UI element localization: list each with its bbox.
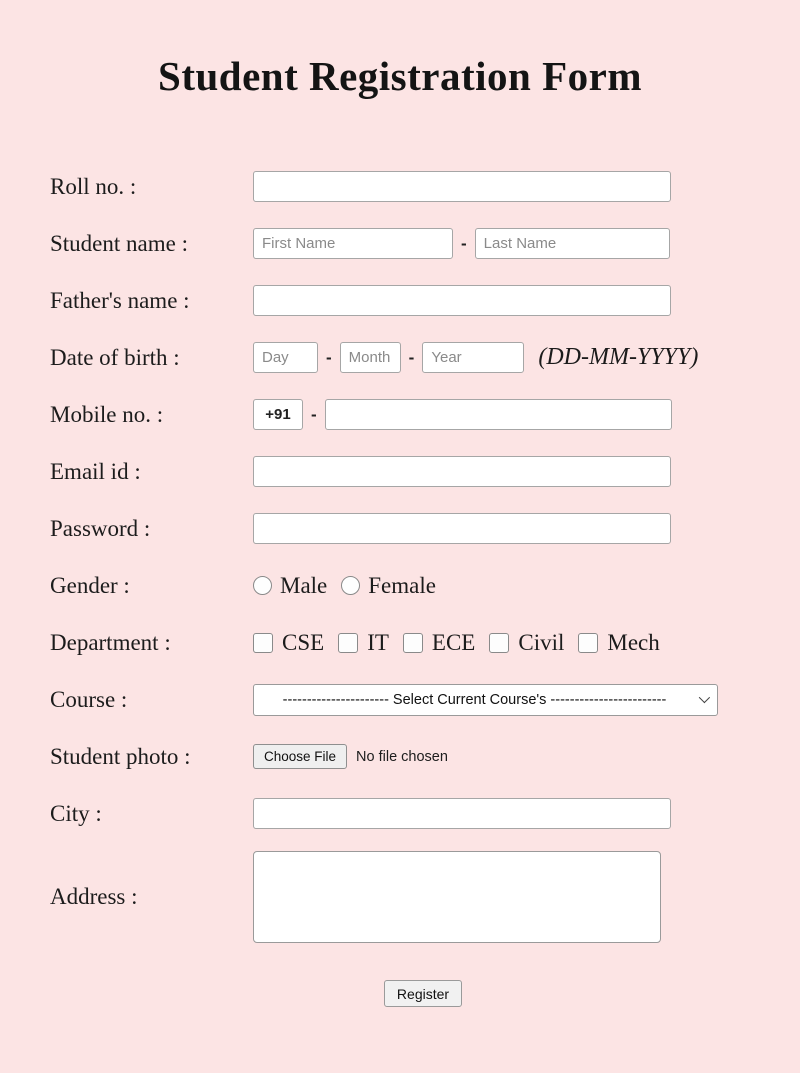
- dob-day-input[interactable]: [253, 342, 318, 373]
- course-select[interactable]: [253, 684, 718, 716]
- field-row-mobile: [0, 386, 800, 443]
- mobile-separator: -: [311, 404, 317, 424]
- radio-icon: [253, 576, 272, 595]
- name-separator: -: [461, 233, 467, 253]
- checkbox-icon: [403, 633, 423, 653]
- submit-row: [0, 980, 800, 1007]
- field-row-address: [0, 842, 800, 952]
- password-label: Password :: [50, 515, 151, 541]
- student-name-label: Student name :: [50, 230, 188, 256]
- field-row-gender: [0, 557, 800, 614]
- department-option-ece[interactable]: [403, 630, 475, 656]
- email-input[interactable]: [253, 456, 671, 487]
- dob-separator-1: -: [326, 347, 332, 367]
- first-name-input[interactable]: [253, 228, 453, 259]
- gender-option-label: Male: [280, 572, 328, 598]
- country-code-input[interactable]: [253, 399, 303, 430]
- roll-label: Roll no. :: [50, 173, 137, 199]
- gender-option-label: Female: [368, 572, 436, 598]
- department-option-civil[interactable]: [489, 630, 564, 656]
- choose-file-button[interactable]: Choose File: [253, 744, 347, 769]
- department-option-label: IT: [367, 629, 389, 655]
- course-label: Course :: [50, 686, 128, 712]
- chevron-down-icon: [699, 691, 710, 702]
- email-label: Email id :: [50, 458, 141, 484]
- registration-form: [0, 158, 800, 1007]
- department-option-mech[interactable]: [578, 630, 659, 656]
- last-name-input[interactable]: [475, 228, 670, 259]
- field-row-course: [0, 671, 800, 728]
- dob-label: Date of birth :: [50, 344, 180, 370]
- checkbox-icon: [489, 633, 509, 653]
- department-option-label: Mech: [607, 629, 660, 655]
- department-option-it[interactable]: [338, 630, 389, 656]
- department-option-cse[interactable]: [253, 630, 324, 656]
- dob-year-input[interactable]: [422, 342, 524, 373]
- gender-option-female[interactable]: [341, 573, 436, 599]
- register-button[interactable]: Register: [384, 980, 462, 1007]
- field-row-roll: [0, 158, 800, 215]
- field-row-father-name: [0, 272, 800, 329]
- gender-option-male[interactable]: [253, 573, 327, 599]
- checkbox-icon: [253, 633, 273, 653]
- field-row-city: [0, 785, 800, 842]
- field-row-department: [0, 614, 800, 671]
- department-option-label: Civil: [518, 629, 565, 655]
- photo-label: Student photo :: [50, 743, 191, 769]
- field-row-dob: [0, 329, 800, 386]
- checkbox-icon: [338, 633, 358, 653]
- checkbox-icon: [578, 633, 598, 653]
- password-input[interactable]: [253, 513, 671, 544]
- department-label: Department :: [50, 629, 171, 655]
- dob-format-hint: (DD-MM-YYYY): [538, 344, 699, 370]
- department-option-label: ECE: [431, 629, 476, 655]
- field-row-password: [0, 500, 800, 557]
- field-row-photo: [0, 728, 800, 785]
- field-row-student-name: [0, 215, 800, 272]
- field-row-email: [0, 443, 800, 500]
- dob-separator-2: -: [408, 347, 415, 367]
- radio-icon: [341, 576, 360, 595]
- department-option-label: CSE: [282, 629, 325, 655]
- city-label: City :: [50, 800, 102, 826]
- address-textarea[interactable]: [253, 851, 661, 943]
- father-name-label: Father's name :: [50, 287, 190, 313]
- course-selected-option: ---------------------- Select Current Course's ------------------------: [282, 691, 667, 708]
- gender-label: Gender :: [50, 572, 130, 598]
- mobile-label: Mobile no. :: [50, 401, 164, 427]
- page-title: Student Registration Form: [158, 53, 642, 99]
- city-input[interactable]: [253, 798, 671, 829]
- address-label: Address :: [50, 884, 138, 909]
- file-status-text: No file chosen: [356, 748, 448, 765]
- father-name-input[interactable]: [253, 285, 671, 316]
- dob-month-input[interactable]: [340, 342, 401, 373]
- mobile-number-input[interactable]: [325, 399, 672, 430]
- roll-input[interactable]: [253, 171, 671, 202]
